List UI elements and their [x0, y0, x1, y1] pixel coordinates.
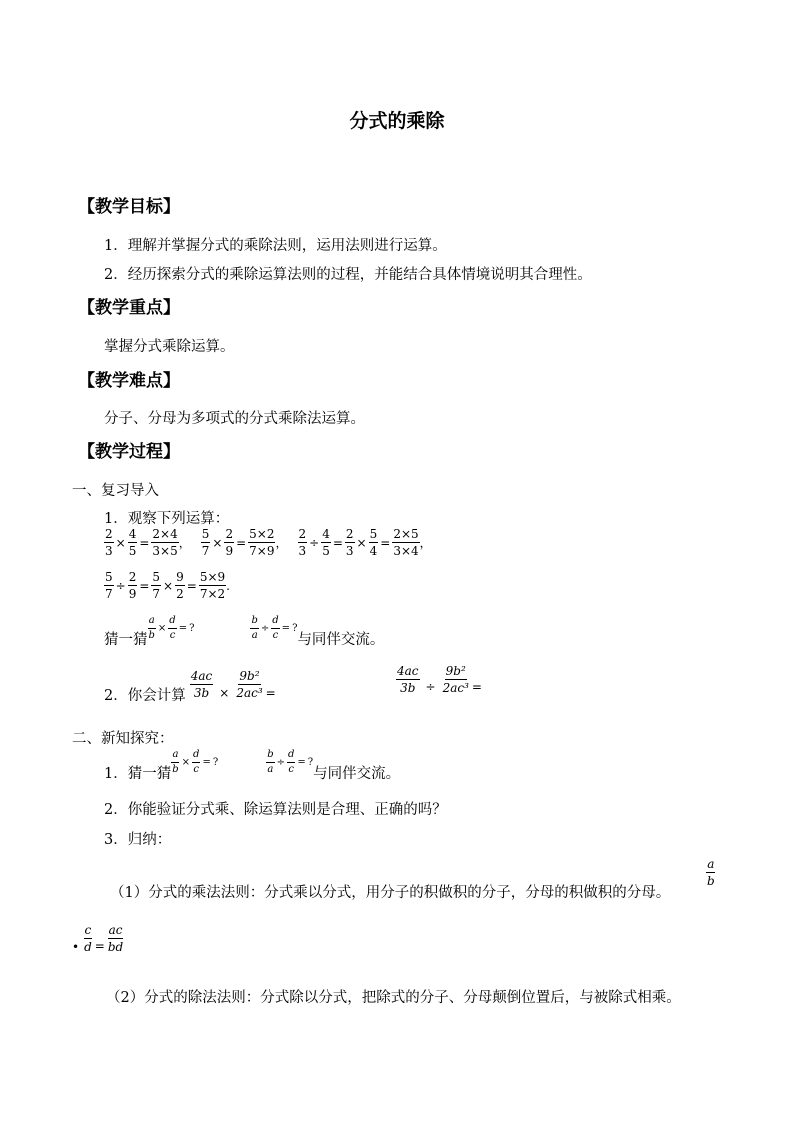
goal-item-2: 2．经历探索分式的乘除运算法则的过程，并能结合具体情境说明其合理性。 — [104, 267, 592, 283]
section-key-heading: 【教学重点】 — [78, 298, 180, 318]
part1-heading: 一、复习导入 — [72, 483, 159, 499]
part2-item3: 3．归纳： — [104, 832, 172, 848]
part2-heading: 二、新知探究： — [72, 731, 174, 747]
part1-compute-row: 2．你会计算 $\frac{4ac}{3b}$ × $\frac{\text{9b²}}{\text{2ac³}}$ = — [104, 664, 278, 705]
part2-guess-row: 1．猜一猜 $\frac{a}{b}$ × $\frac{d}{c}$ = ? $\frac{b}{a}$ ÷ $\frac{d}{c}$ = ? 与同伴交流。 — [104, 749, 401, 782]
rule1-formula-continued: • $\frac{c}{d}$ = $\frac{ac}{bd}$ — [72, 922, 124, 954]
section-process-heading: 【教学过程】 — [78, 442, 180, 462]
rule1-fraction-ab: $\frac{a}{b}$ — [707, 857, 715, 888]
exchange-label: 与同伴交流。 — [297, 632, 385, 648]
part2-guess-label: 1．猜一猜 — [104, 766, 172, 782]
section-goals-heading: 【教学目标】 — [78, 197, 180, 217]
part2-exchange-label: 与同伴交流。 — [313, 766, 401, 782]
observation-row-1: $\frac{2}{3}$ × $\frac{4}{5}$ = $\frac{2\times 4}{3\times 5}$ ， $\frac{5}{7}$ × $\frac{2}{9}$ = $\frac{5\times 2}{7\times 9}$ ， $\frac{2}{3}$ ÷ $\frac{4}{5}$ = $\frac{2}{3}$ × $\frac{5}{4}$ = $\frac{2\times 5}{3\times 4}$ ， — [105, 527, 432, 558]
rule-multiplication: （1）分式的乘法法则：分式乘以分式，用分子的积做积的分子，分母的积做积的分母。 — [110, 885, 671, 901]
key-text: 掌握分式乘除运算。 — [104, 339, 235, 355]
goal-item-1: 1．理解并掌握分式的乘除法则，运用法则进行运算。 — [104, 238, 447, 254]
section-difficult-heading: 【教学难点】 — [78, 371, 180, 391]
page-title: 分式的乘除 — [349, 110, 445, 132]
difficult-text: 分子、分母为多项式的分式乘除法运算。 — [104, 411, 365, 427]
part1-compute-divide: $\frac{4ac}{3b}$ ÷ $\frac{\text{9b²}}{\text{2ac³}}$ = — [397, 663, 482, 695]
observation-row-2: $\frac{5}{7}$ ÷ $\frac{2}{9}$ = $\frac{5}{7}$ × $\frac{9}{2}$ = $\frac{5\times 9}{7\times 2}$ . — [105, 570, 230, 601]
part1-item1: 1．观察下列运算： — [104, 511, 230, 527]
rule-division: （2）分式的除法法则：分式除以分式，把除式的分子、分母颠倒位置后，与被除式相乘。 — [106, 990, 681, 1006]
part2-item2: 2．你能验证分式乘、除运算法则是合理、正确的吗？ — [104, 802, 447, 818]
guess-label: 猜一猜 — [104, 632, 148, 648]
part1-guess-row: 猜一猜 $\frac{a}{b}$ × $\frac{d}{c}$ = ? $\frac{b}{a}$ ÷ $\frac{d}{c}$ = ? 与同伴交流。 — [104, 615, 385, 648]
compute-label: 2．你会计算 — [104, 688, 186, 704]
